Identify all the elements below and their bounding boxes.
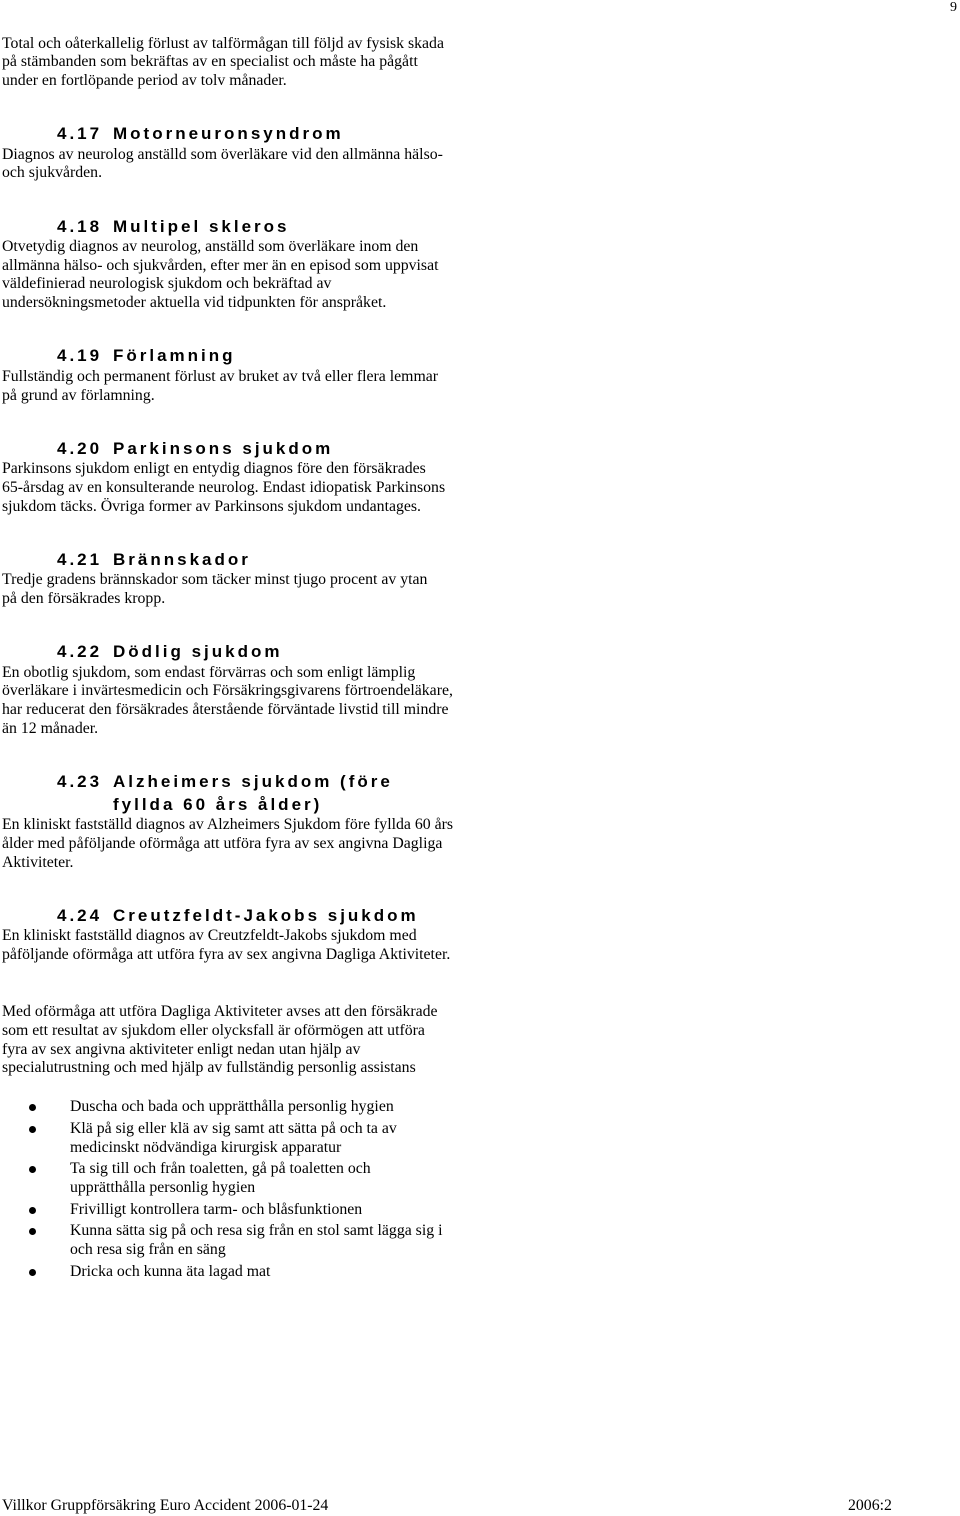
list-item xyxy=(2,1222,942,1259)
text-line: påföljande oförmåga att utföra fyra av sex angivna Dagliga Aktiviteter. xyxy=(2,946,451,964)
section-title: Förlamning xyxy=(113,346,236,366)
text-line: har reducerat den försäkrades återstående förväntade livstid till mindre xyxy=(2,701,449,719)
section-title: Parkinsons sjukdom xyxy=(113,438,334,458)
section-number: 4.22 xyxy=(57,642,103,662)
section-body xyxy=(2,460,942,516)
activity-text xyxy=(70,1160,942,1197)
bullet-icon xyxy=(29,1104,36,1111)
text-line: överläkare i invärtesmedicin och Försäkringsgivarens förtroendeläkare, xyxy=(2,682,453,700)
text-line: Klä på sig eller klä av sig samt att sätta på och ta av xyxy=(70,1120,397,1138)
section-title: Brännskador xyxy=(113,549,251,569)
section-body xyxy=(2,571,942,608)
text-line: Med oförmåga att utföra Dagliga Aktiviteter avses att den försäkrade xyxy=(2,1003,438,1021)
text-line: som ett resultat av sjukdom eller olycksfall är oförmögen att utföra xyxy=(2,1022,425,1040)
activity-text xyxy=(70,1263,942,1282)
text-line: Otvetydig diagnos av neurolog, anställd som överläkare inom den xyxy=(2,238,419,256)
activities-list xyxy=(2,1098,942,1281)
section-number: 4.23 xyxy=(57,771,103,791)
footer-version: 2006:2 xyxy=(848,1496,892,1514)
text-line: En obotlig sjukdom, som endast förvärras och som enligt lämplig xyxy=(2,663,416,681)
text-line: En kliniskt fastställd diagnos av Creutzfeldt-Jakobs sjukdom med xyxy=(2,927,417,945)
text-line: än 12 månader. xyxy=(2,719,99,737)
section-heading xyxy=(2,904,942,927)
list-item xyxy=(2,1263,942,1282)
activity-text xyxy=(70,1120,942,1157)
bullet-icon xyxy=(29,1269,36,1276)
text-line: sjukdom täcks. Övriga former av Parkinsons sjukdom undantages. xyxy=(2,497,421,515)
section-4-22 xyxy=(2,640,942,738)
section-heading xyxy=(2,215,942,238)
section-4-19 xyxy=(2,344,942,405)
section-4-18 xyxy=(2,215,942,313)
text-line: 65-årsdag av en konsulterande neurolog. Endast idiopatisk Parkinsons xyxy=(2,478,446,496)
text-line: Duscha och bada och upprätthålla personlig hygien xyxy=(70,1098,394,1116)
text-line: Total och oåterkallelig förlust av talförmågan till följd av fysisk skada xyxy=(2,34,444,52)
section-title: Creutzfeldt-Jakobs sjukdom xyxy=(113,905,419,925)
text-line: ålder med påföljande oförmåga att utföra fyra av sex angivna Dagliga xyxy=(2,835,443,853)
text-line: Fullständig och permanent förlust av bruket av två eller flera lemmar xyxy=(2,367,439,385)
text-line: Ta sig till och från toaletten, gå på toaletten och xyxy=(70,1160,371,1178)
activity-text xyxy=(70,1201,942,1220)
text-line: Kunna sätta sig på och resa sig från en stol samt lägga sig i xyxy=(70,1222,443,1240)
text-line: och resa sig från en säng xyxy=(70,1241,226,1259)
intro-paragraph xyxy=(2,35,942,91)
text-line: på den försäkrades kropp. xyxy=(2,589,166,607)
text-line: allmänna hälso- och sjukvården, efter mer än en episod som uppvisat xyxy=(2,256,439,274)
list-item xyxy=(2,1120,942,1157)
condition-sections xyxy=(2,122,942,965)
section-4-21 xyxy=(2,548,942,609)
document-content xyxy=(2,35,942,1282)
section-number: 4.18 xyxy=(57,216,103,236)
section-heading xyxy=(2,640,942,663)
section-4-20 xyxy=(2,437,942,517)
text-line: medicinskt nödvändiga kirurgisk apparatur xyxy=(70,1138,342,1156)
text-line: fyra av sex angivna aktiviteter enligt nedan utan hjälp av xyxy=(2,1040,361,1058)
section-title: Dödlig sjukdom xyxy=(113,642,283,662)
text-line: och sjukvården. xyxy=(2,164,103,182)
section-number: 4.21 xyxy=(57,549,103,569)
text-line: specialutrustning och med hjälp av fullständig personlig assistans xyxy=(2,1059,416,1077)
text-line: Diagnos av neurolog anställd som överläkare vid den allmänna hälso- xyxy=(2,145,443,163)
section-heading xyxy=(2,437,942,460)
section-body xyxy=(2,664,942,739)
section-body xyxy=(2,816,942,872)
section-heading xyxy=(2,344,942,367)
definition-paragraph xyxy=(2,1003,942,1078)
text-line: Dricka och kunna äta lagad mat xyxy=(70,1262,271,1280)
text-line: väldefinierad neurologisk sjukdom och bekräftad av xyxy=(2,275,332,293)
text-line: på stämbanden som bekräftas av en specialist och måste ha pågått xyxy=(2,53,418,71)
activity-text xyxy=(70,1098,942,1117)
section-number: 4.20 xyxy=(57,438,103,458)
section-title: Alzheimers sjukdom (före fyllda 60 års ålder) xyxy=(113,771,393,814)
text-line: upprätthålla personlig hygien xyxy=(70,1179,256,1197)
list-item xyxy=(2,1201,942,1220)
list-item xyxy=(2,1098,942,1117)
section-body xyxy=(2,927,942,964)
section-4-17 xyxy=(2,122,942,183)
bullet-icon xyxy=(29,1166,36,1173)
text-line: under en fortlöpande period av tolv månader. xyxy=(2,72,287,90)
bullet-icon xyxy=(29,1207,36,1214)
section-number: 4.17 xyxy=(57,124,103,144)
section-number: 4.24 xyxy=(57,905,103,925)
activity-text xyxy=(70,1222,942,1259)
section-heading xyxy=(2,548,942,571)
text-line: på grund av förlamning. xyxy=(2,386,155,404)
text-line: Frivilligt kontrollera tarm- och blåsfunktionen xyxy=(70,1200,363,1218)
text-line: En kliniskt fastställd diagnos av Alzheimers Sjukdom före fyllda 60 års xyxy=(2,816,454,834)
text-line: Tredje gradens brännskador som täcker minst tjugo procent av ytan xyxy=(2,571,428,589)
list-item xyxy=(2,1160,942,1197)
footer-document-title: Villkor Gruppförsäkring Euro Accident 2006-01-24 xyxy=(2,1496,329,1514)
section-body xyxy=(2,368,942,405)
section-title: Multipel skleros xyxy=(113,216,290,236)
text-line: undersökningsmetoder aktuella vid tidpunkten för anspråket. xyxy=(2,294,387,312)
section-heading xyxy=(2,122,942,145)
section-number: 4.19 xyxy=(57,346,103,366)
page-number: 9 xyxy=(950,0,957,15)
section-heading xyxy=(2,770,942,816)
section-4-23 xyxy=(2,770,942,873)
section-title: Motorneuronsyndrom xyxy=(113,124,344,144)
text-line: Aktiviteter. xyxy=(2,853,74,871)
section-4-24 xyxy=(2,904,942,965)
text-line: Parkinsons sjukdom enligt en entydig diagnos före den försäkrades xyxy=(2,460,426,478)
bullet-icon xyxy=(29,1126,36,1133)
bullet-icon xyxy=(29,1228,36,1235)
section-body xyxy=(2,238,942,313)
section-body xyxy=(2,146,942,183)
